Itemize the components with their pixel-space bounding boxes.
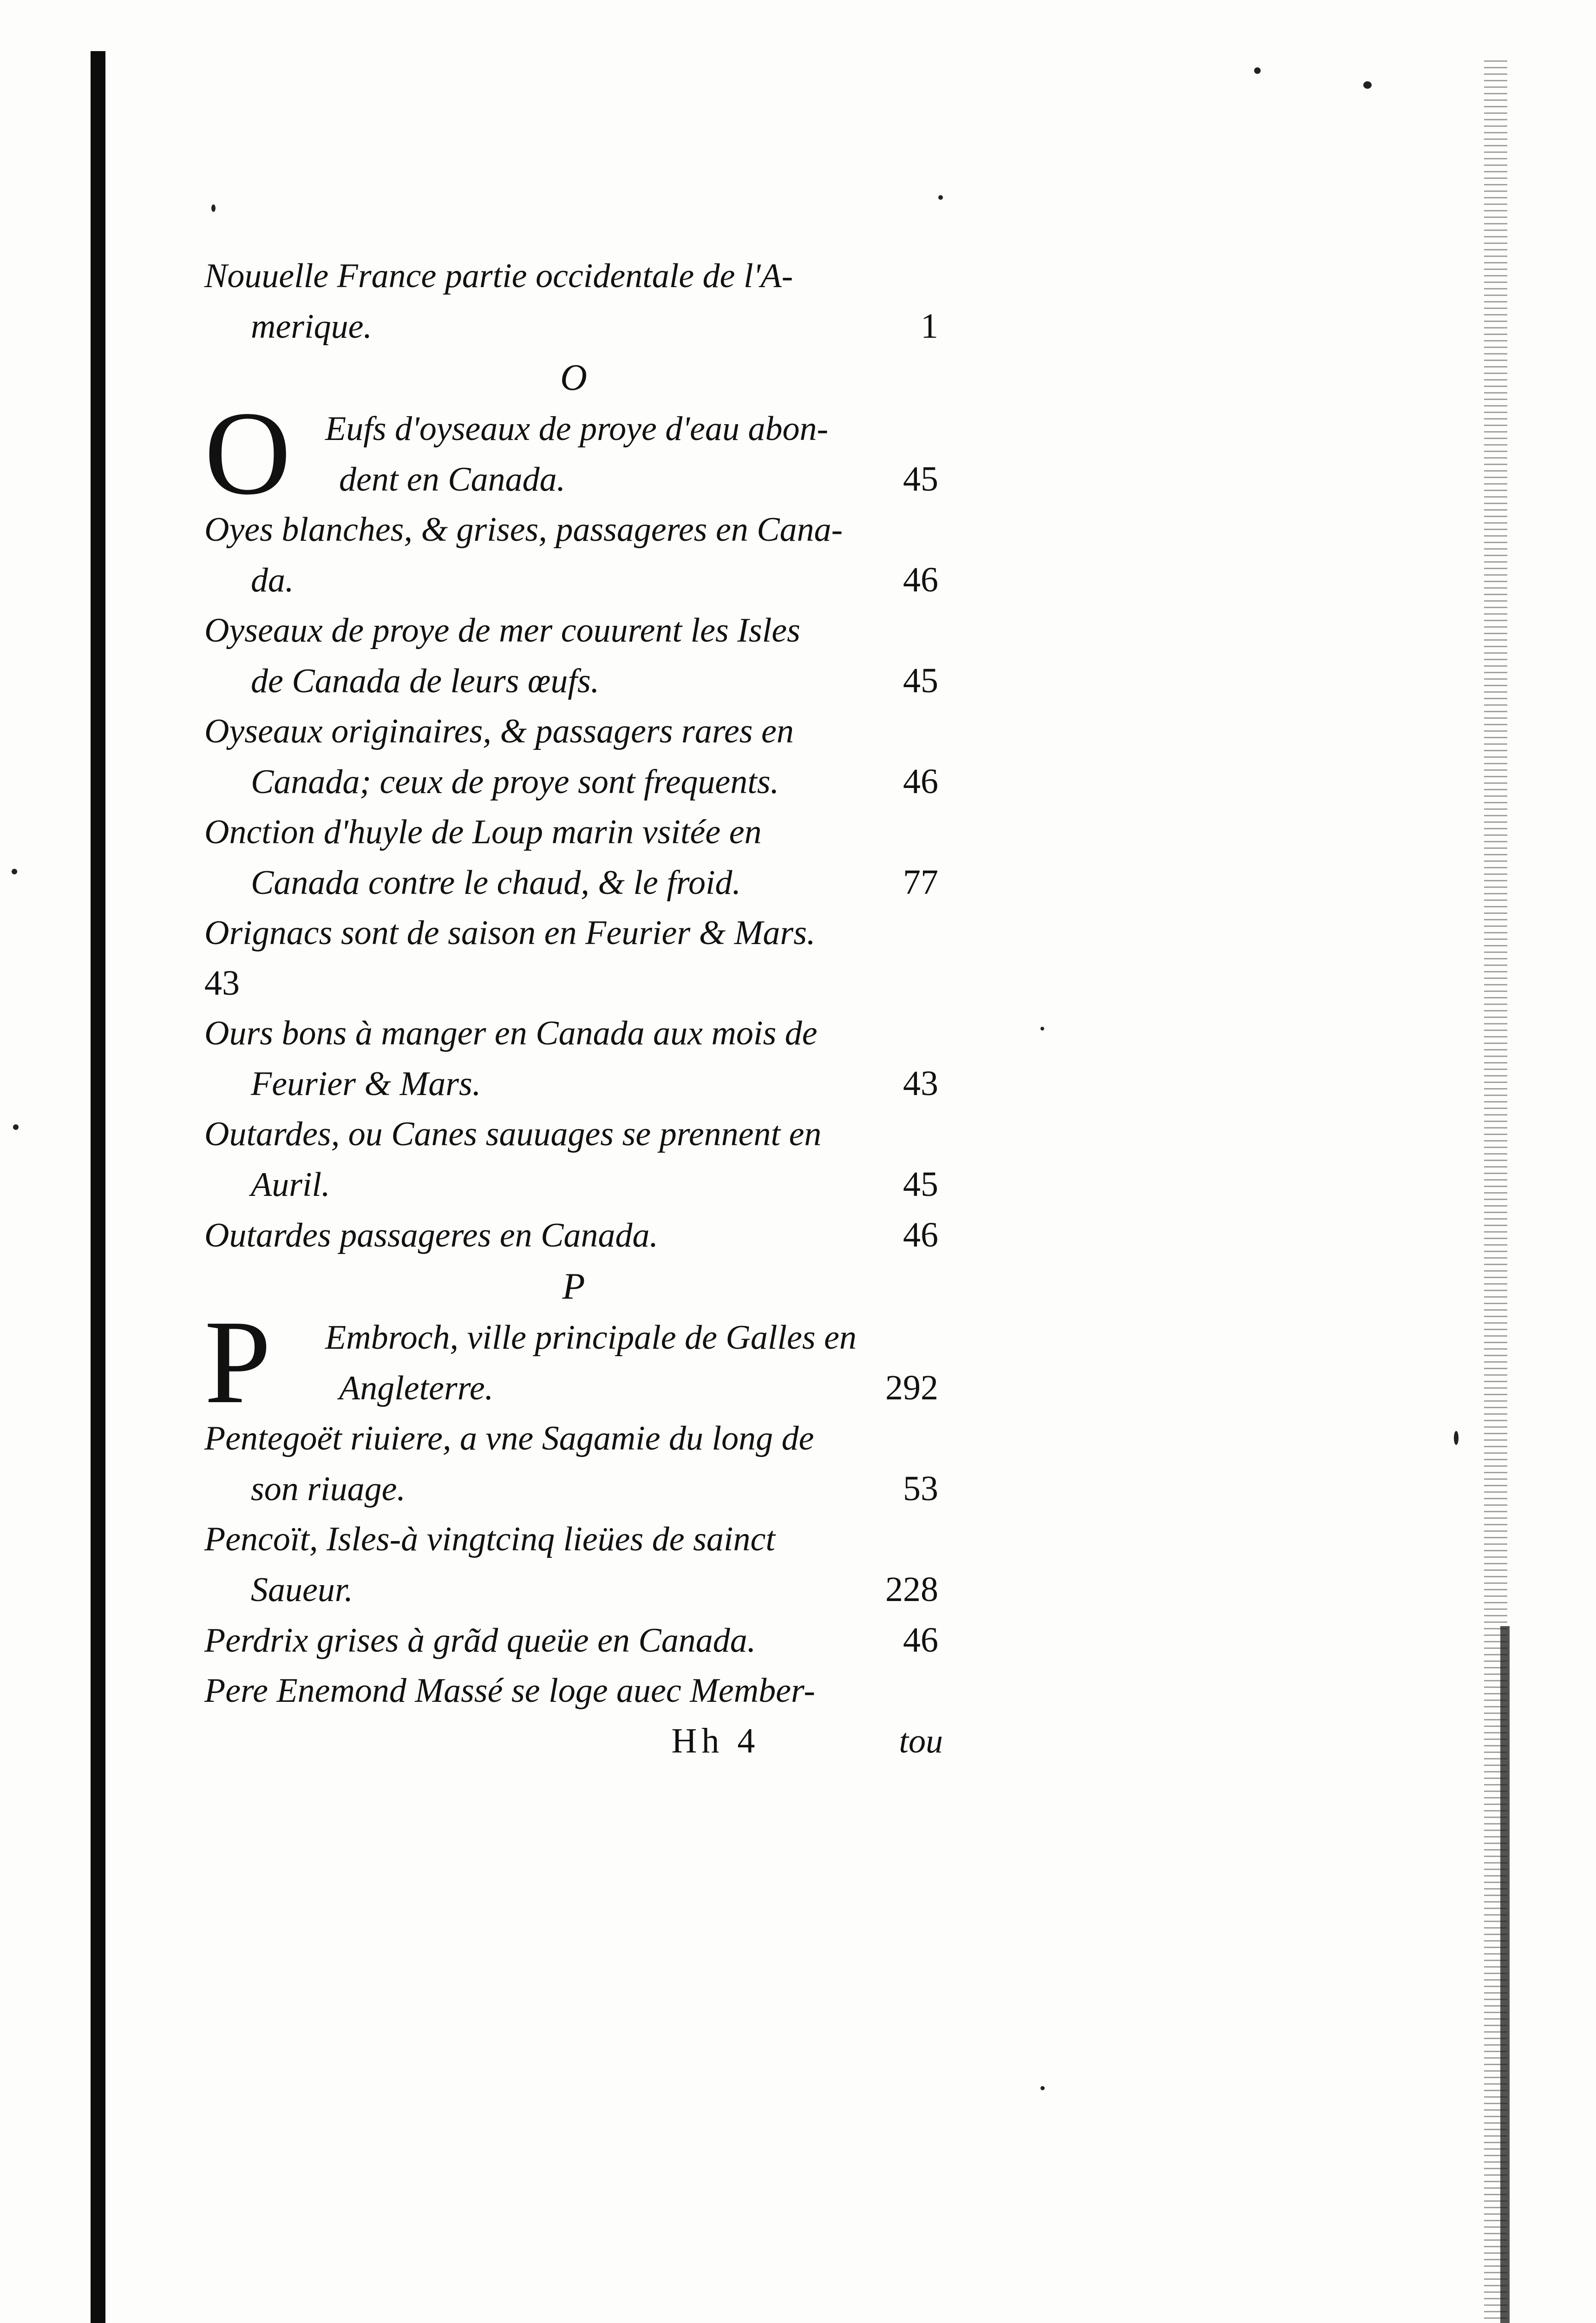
entry-text: Pentegoët riuiere, a vne Sagamie du long de xyxy=(204,1419,814,1457)
entry-text: Canada contre le chaud, & le froid. xyxy=(251,864,741,902)
page-number: 46 xyxy=(903,762,938,801)
page-number: 45 xyxy=(903,459,938,499)
entry-text: da. xyxy=(251,561,294,599)
page-footer xyxy=(204,1716,943,1766)
page-number: 45 xyxy=(903,661,938,700)
drop-cap: P xyxy=(204,1295,271,1428)
page-number: 43 xyxy=(903,1064,938,1103)
entry-text: de Canada de leurs œufs. xyxy=(251,662,600,700)
section-letter: P xyxy=(562,1266,585,1307)
page-number: 46 xyxy=(903,1215,938,1254)
index-entry xyxy=(204,1514,943,1615)
ink-speck xyxy=(1040,1027,1044,1030)
ink-speck xyxy=(1454,1431,1459,1445)
page-number: 45 xyxy=(903,1165,938,1204)
index-entry xyxy=(204,706,943,807)
page-number: 228 xyxy=(885,1570,938,1609)
entry-text: Oyes blanches, & grises, passageres en Cana- xyxy=(204,511,843,549)
ink-speck xyxy=(12,869,17,874)
entry-text: Eufs d'oyseaux de proye d'eau abon- xyxy=(325,410,829,448)
ink-speck xyxy=(938,195,943,200)
index-entry xyxy=(204,1295,943,1428)
index-entry xyxy=(204,807,943,908)
entry-text: Outardes, ou Canes sauuages se prennent en xyxy=(204,1115,822,1153)
ink-speck xyxy=(211,204,216,212)
page-number: 43 xyxy=(204,964,240,1003)
index-entry xyxy=(204,1008,943,1109)
entry-text: Embroch, ville principale de Galles en xyxy=(325,1319,857,1357)
section-letter: O xyxy=(560,357,587,398)
entry-text: Angleterre. xyxy=(339,1369,494,1407)
entry-text: Oyseaux originaires, & passagers rares en xyxy=(204,712,794,750)
index-entry xyxy=(204,605,943,706)
index-entry xyxy=(204,1615,943,1666)
index-entry xyxy=(204,251,943,352)
entry-text: Perdrix grises à grãd queüe en Canada. xyxy=(204,1621,756,1660)
entry-text: Outardes passageres en Canada. xyxy=(204,1216,659,1254)
drop-cap: O xyxy=(204,387,291,519)
page-number: 292 xyxy=(885,1368,938,1407)
catchword: tou xyxy=(899,1722,943,1760)
page-number: 77 xyxy=(903,863,938,902)
index-entry xyxy=(204,505,943,605)
index-entry xyxy=(204,1210,943,1260)
ink-speck xyxy=(13,1124,19,1130)
entry-text: son riuage. xyxy=(251,1470,406,1508)
entry-text: Nouuelle France partie occidentale de l'A- xyxy=(204,257,793,295)
entry-text: Pencoït, Isles-à vingtcinq lieües de sainct xyxy=(204,1520,775,1558)
entry-text: Ours bons à manger en Canada aux mois de xyxy=(204,1014,818,1052)
page-number: 53 xyxy=(903,1469,938,1508)
signature-mark: Hh 4 xyxy=(671,1721,760,1760)
index-entry xyxy=(204,908,943,1008)
ink-speck xyxy=(1040,2086,1045,2090)
ink-speck xyxy=(1363,81,1372,89)
entry-text: Saueur. xyxy=(251,1571,353,1609)
entry-text: Onction d'huyle de Loup marin vsitée en xyxy=(204,813,762,851)
page-edge-shadow xyxy=(1500,1626,1510,2323)
ink-speck xyxy=(1254,67,1261,74)
page-number: 46 xyxy=(903,560,938,599)
index-column xyxy=(204,251,943,1766)
entry-text: Oyseaux de proye de mer couurent les Isles xyxy=(204,611,800,650)
page-number: 46 xyxy=(903,1621,938,1660)
entry-text: Feurier & Mars. xyxy=(251,1065,481,1103)
entry-text: merique. xyxy=(251,308,372,346)
page-gutter-shadow xyxy=(91,51,105,2323)
entry-text: Orignacs sont de saison en Feurier & Mars. xyxy=(204,914,816,952)
page-number: 1 xyxy=(921,307,938,346)
entry-text: Pere Enemond Massé se loge auec Member- xyxy=(204,1672,815,1710)
entry-text: Auril. xyxy=(251,1166,330,1204)
index-entry xyxy=(204,387,943,519)
index-entry xyxy=(204,1666,943,1716)
index-entry xyxy=(204,1109,943,1210)
entry-text: dent en Canada. xyxy=(339,460,566,499)
entry-text: Canada; ceux de proye sont frequents. xyxy=(251,763,779,801)
index-entry xyxy=(204,1413,943,1514)
